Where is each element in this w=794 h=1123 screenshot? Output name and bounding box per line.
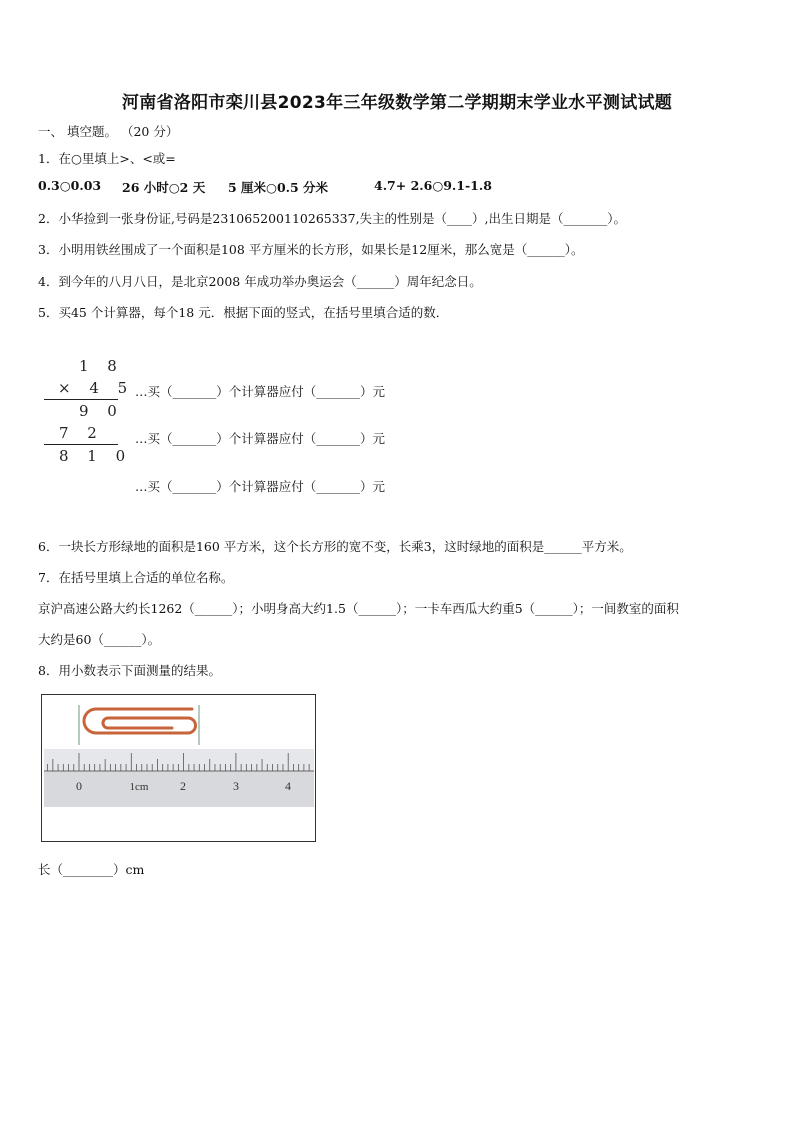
question-1: 1．在○里填上>、<或= xyxy=(38,151,176,166)
ruler-label: 4 xyxy=(285,779,291,793)
paperclip-icon xyxy=(84,709,196,733)
section-heading: 一、 填空题。 （20 分） xyxy=(38,124,179,139)
mult-divider xyxy=(44,444,118,445)
mult-divider xyxy=(44,399,118,400)
ruler-label: 1cm xyxy=(129,781,149,793)
mult-row-5: 8 1 0 xyxy=(59,447,133,465)
question-2: 2．小华捡到一张身份证,号码是231065200110265337,失主的性别是（____）,出生日期是（_______）。 xyxy=(38,211,627,226)
mult-row-4: 7 2 xyxy=(59,424,104,442)
question-7-line-1: 京沪高速公路大约长1262（______）；小明身高大约1.5（______）；一卡车西瓜大约重5（______）；一间教室的面积 xyxy=(38,601,679,616)
ruler-label: 3 xyxy=(233,779,239,793)
q8-answer: 长（________）cm xyxy=(38,862,145,877)
question-7-line-2: 大约是60（______）。 xyxy=(38,632,161,647)
ruler-illustration xyxy=(42,695,315,841)
mult-row-3: 9 0 xyxy=(79,402,124,420)
q1-item: 4.7+ 2.6○9.1-1.8 xyxy=(374,178,492,193)
ruler-label: 0 xyxy=(76,779,82,793)
ruler-label: 2 xyxy=(180,779,186,793)
q1-item: 5 厘米○0.5 分米 xyxy=(228,180,329,195)
ruler-figure xyxy=(41,694,316,842)
q1-item: 26 小时○2 天 xyxy=(122,180,206,195)
mult-row-1: 1 8 xyxy=(79,357,124,375)
q5-fill-line: …买（_______）个计算器应付（_______）元 xyxy=(135,384,386,399)
question-5: 5．买45 个计算器，每个18 元．根据下面的竖式，在括号里填合适的数． xyxy=(38,305,449,320)
question-8: 8．用小数表示下面测量的结果。 xyxy=(38,663,221,678)
question-6: 6．一块长方形绿地的面积是160 平方米，这个长方形的宽不变，长乘3，这时绿地的面积是______平方米。 xyxy=(38,539,632,554)
question-4: 4．到今年的八月八日，是北京2008 年成功举办奥运会（______）周年纪念日。 xyxy=(38,274,482,289)
question-7: 7．在括号里填上合适的单位名称。 xyxy=(38,570,234,585)
mult-row-2: × 4 5 xyxy=(58,379,135,397)
q5-fill-line: …买（_______）个计算器应付（_______）元 xyxy=(135,431,386,446)
page-title: 河南省洛阳市栾川县2023年三年级数学第二学期期末学业水平测试试题 xyxy=(121,93,673,113)
q1-item: 0.3○0.03 xyxy=(38,178,102,193)
question-3: 3．小明用铁丝围成了一个面积是108 平方厘米的长方形，如果长是12厘米，那么宽是（______）。 xyxy=(38,242,584,257)
q5-fill-line: …买（_______）个计算器应付（_______）元 xyxy=(135,479,386,494)
